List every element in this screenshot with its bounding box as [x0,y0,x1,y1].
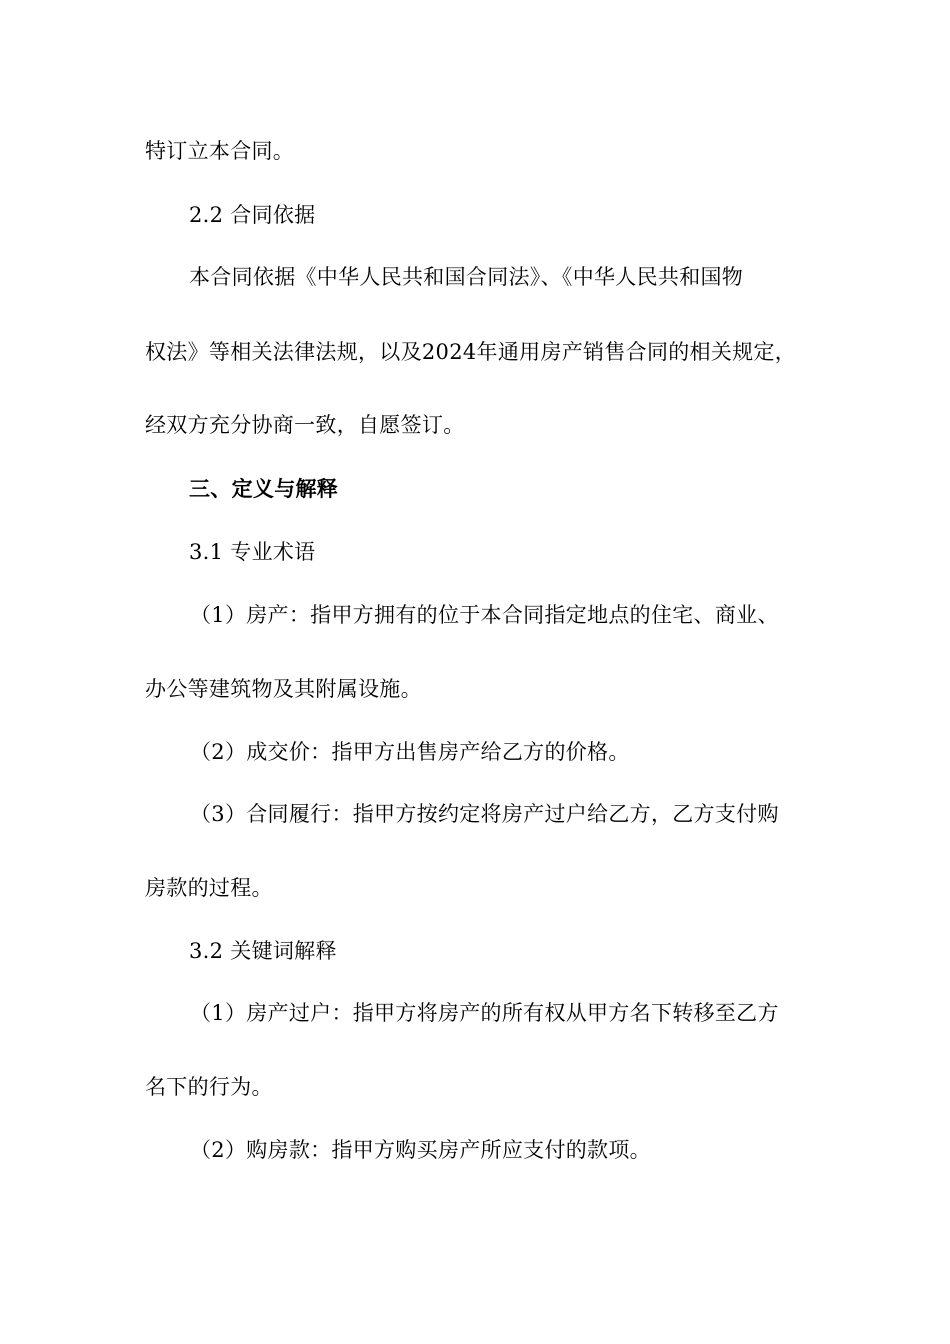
paragraph-line: 本合同依据《中华人民共和国合同法》、《中华人民共和国物 [189,265,744,289]
section-heading-3-2: 3.2 关键词解释 [189,939,337,963]
list-item: （1）房产过户：指甲方将房产的所有权从甲方名下转移至乙方 [190,1001,779,1025]
section-heading-2-2: 2.2 合同依据 [189,203,316,227]
list-item-continuation: 办公等建筑物及其附属设施。 [145,677,422,701]
list-item-continuation: 名下的行为。 [145,1075,273,1099]
list-item: （3）合同履行：指甲方按约定将房产过户给乙方，乙方支付购 [190,802,779,826]
list-item-continuation: 房款的过程。 [145,876,273,900]
paragraph-line: 经双方充分协商一致，自愿签订。 [145,413,465,437]
chapter-heading-3: 三、定义与解释 [189,476,339,501]
list-item: （1）房产：指甲方拥有的位于本合同指定地点的住宅、商业、 [190,603,779,627]
list-item: （2）成交价：指甲方出售房产给乙方的价格。 [190,740,630,764]
paragraph-continuation: 特订立本合同。 [145,139,295,163]
section-heading-3-1: 3.1 专业术语 [189,540,316,564]
list-item: （2）购房款：指甲方购买房产所应支付的款项。 [190,1138,651,1162]
paragraph-line: 权法》等相关法律法规，以及2024年通用房产销售合同的相关规定， [145,340,797,364]
